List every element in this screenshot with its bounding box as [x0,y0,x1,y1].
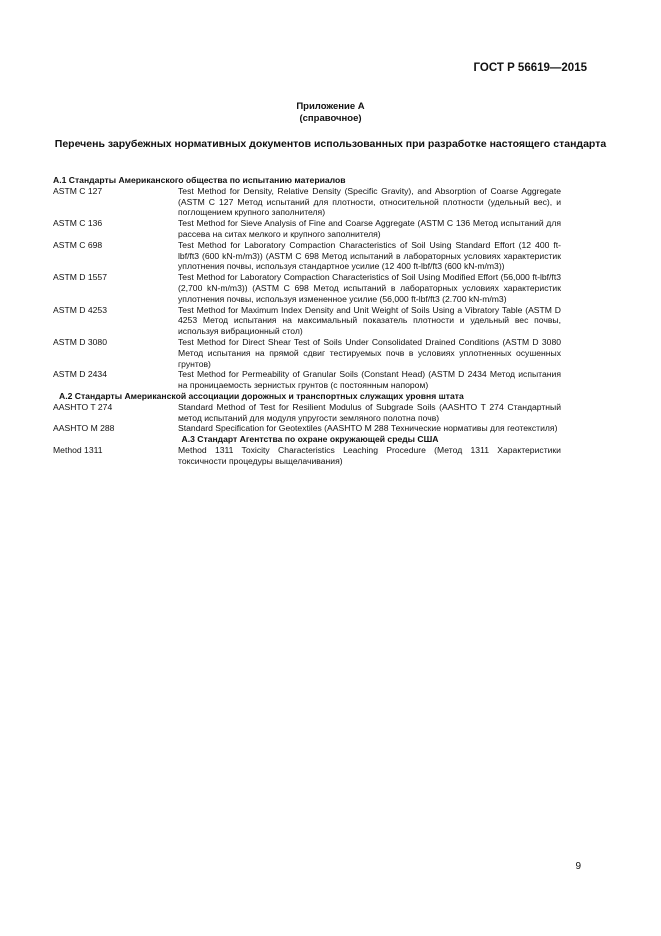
list-item [53,186,561,218]
standard-id: ASTM C 698 [53,239,103,250]
standards-list [53,175,561,467]
section-heading-a3: А.3 Стандарт Агентства по охране окружающей среды США [181,434,439,445]
document-title: Перечень зарубежных нормативных документов использованных при разработке настоящего стандарта [54,138,607,150]
page-number: 9 [575,861,581,872]
standard-description: Method 1311 Toxicity Characteristics Leaching Procedure (Метод 1311 Характеристики токсичности процедуры выщелачивания) [178,444,561,466]
standard-id: ASTM C 136 [53,218,103,229]
section-heading-a1: А.1 Стандарты Американского общества по испытанию материалов [53,175,346,185]
appendix-heading [0,101,661,125]
appendix-type: (справочное) [299,113,362,124]
standard-description: Test Method for Sieve Analysis of Fine and Coarse Aggregate (ASTM C 136 Метод испытаний для рассева на ситах мелкого и крупного заполнителя) [178,218,561,239]
standard-id: AASHTO T 274 [53,401,113,412]
standard-code: ГОСТ Р 56619—2015 [473,62,587,74]
standard-id: ASTM D 1557 [53,272,107,283]
standard-id: AASHTO M 288 [53,423,115,434]
standard-description: Standard Specification for Geotextiles (AASHTO M 288 Технические нормативы для геотекстиля) [178,423,558,434]
list-item [53,423,561,434]
standard-id: ASTM D 4253 [53,304,107,315]
standard-description: Test Method for Permeability of Granular Soils (Constant Head) (ASTM D 2434 Метод испытания на проницаемость зернистых грунтов (с постоянным напором) [178,369,561,391]
standard-description: Test Method for Laboratory Compaction Characteristics of Soil Using Standard Effort (12 400 ft-lbf/ft3 (600 kN-m/m3)) (ASTM C 698 Метод испытаний в лабораторных условиях характеристик уплотнения почвы, используя стандартное усилие (12 400 ft-lbf/ft3 (600 kN-m/m3)) [178,239,561,272]
standard-id: Method 1311 [53,444,103,455]
list-item [53,240,561,272]
standard-description: Test Method for Direct Shear Test of Soils Under Consolidated Drained Conditions (ASTM D 3080 Метод испытания на прямой сдвиг тестируемых почв в условиях уплотненных осушенных грунтов) [178,336,561,369]
standard-id: ASTM D 3080 [53,336,107,347]
section-heading-a2: А.2 Стандарты Американской ассоциации дорожных и транспортных служащих уровня штата [59,390,464,401]
standard-description: Test Method for Laboratory Compaction Characteristics of Soil Using Modified Effort (56,000 ft-lbf/ft3 (2,700 kN-m/m3)) (ASTM C 698 Метод испытаний в лабораторных условиях характеристик уплотнения почвы, используя измененное усилие (56,000 ft-lbf/ft3 (2.700 kN-m/m3) [178,272,561,304]
list-item [53,445,561,467]
list-item [53,218,561,240]
list-item [53,402,561,424]
list-item [53,337,561,369]
list-item [53,272,561,304]
standard-id: ASTM C 127 [53,185,103,196]
standard-description: Test Method for Density, Relative Density (Specific Gravity), and Absorption of Coarse Aggregate (ASTM C 127 Метод испытаний для плотности, относительной плотности (удельный вес), и поглощением крупного заполнителя) [178,185,561,218]
standard-description: Test Method for Maximum Index Density and Unit Weight of Soils Using a Vibratory Table (ASTM D 4253 Метод испытания на максимальный показатель плотности и удельный вес почвы, используя вибрационный стол) [178,304,561,337]
list-item [53,369,561,391]
standard-id: ASTM D 2434 [53,369,107,380]
appendix-title: Приложение А [296,101,365,112]
list-item [53,305,561,337]
standard-description: Standard Method of Test for Resilient Modulus of Subgrade Soils (AASHTO T 274 Стандартный метод испытаний для модуля упругости земляного полотна почв) [178,401,561,423]
